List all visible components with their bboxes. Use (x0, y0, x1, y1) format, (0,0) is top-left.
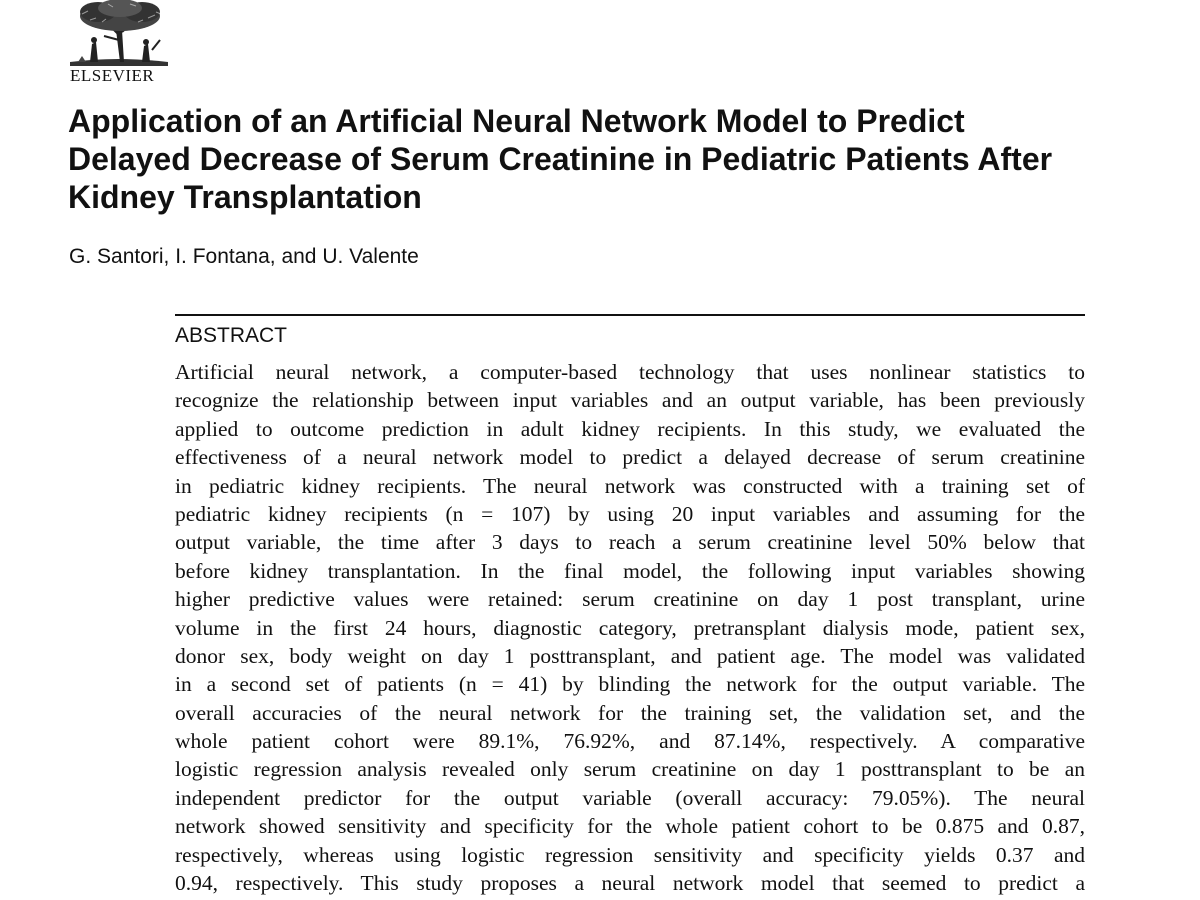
abstract-line: applied to outcome prediction in adult kidney recipients. In this study, we evaluated the (175, 416, 1085, 441)
abstract-line: independent predictor for the output variable (overall accuracy: 79.05%). The neural (175, 785, 1085, 810)
abstract-line: recognize the relationship between input variables and an output variable, has been previously (175, 388, 1085, 413)
article-title-line: Kidney Transplantation (68, 179, 422, 215)
abstract-line: before kidney transplantation. In the final model, the following input variables showing (175, 558, 1085, 583)
abstract-line: network showed sensitivity and specificity for the whole patient cohort to be 0.875 and 0.87, (175, 814, 1085, 839)
abstract-line: output variable, the time after 3 days to reach a serum creatinine level 50% below that (175, 530, 1085, 555)
abstract-line: Artificial neural network, a computer-based technology that uses nonlinear statistics to (175, 360, 1085, 384)
abstract-line: in a second set of patients (n = 41) by blinding the network for the output variable. The (175, 672, 1085, 697)
abstract-line: whole patient cohort were 89.1%, 76.92%, and 87.14%, respectively. A comparative (175, 729, 1085, 754)
publisher-name: ELSEVIER (70, 66, 155, 85)
abstract-body (175, 358, 1085, 897)
abstract-heading: ABSTRACT (175, 324, 288, 347)
article-title (68, 102, 1138, 216)
abstract-divider (175, 314, 1085, 316)
abstract-line: in pediatric kidney recipients. The neural network was constructed with a training set of (175, 473, 1085, 498)
article-title-line: Delayed Decrease of Serum Creatinine in Pediatric Patients After (68, 141, 1053, 177)
article-title-line: Application of an Artificial Neural Network Model to Predict (68, 103, 965, 139)
abstract-line: overall accuracies of the neural network for the training set, the validation set, and the (175, 700, 1085, 725)
abstract-line: pediatric kidney recipients (n = 107) by using 20 input variables and assuming for the (175, 501, 1085, 526)
abstract-line: volume in the first 24 hours, diagnostic category, pretransplant dialysis mode, patient sex, (175, 615, 1085, 640)
article-authors: G. Santori, I. Fontana, and U. Valente (69, 245, 419, 268)
abstract-line: logistic regression analysis revealed only serum creatinine on day 1 posttransplant to be an (175, 757, 1085, 782)
abstract-line: 0.94, respectively. This study proposes a neural network model that seemed to predict a (175, 871, 1085, 896)
abstract-line: effectiveness of a neural network model to predict a delayed decrease of serum creatinine (175, 445, 1085, 470)
abstract-line: donor sex, body weight on day 1 posttransplant, and patient age. The model was validated (175, 643, 1085, 668)
abstract-line: higher predictive values were retained: serum creatinine on day 1 post transplant, urine (175, 587, 1085, 612)
abstract-line: respectively, whereas using logistic regression sensitivity and specificity yields 0.37 and (175, 842, 1085, 867)
